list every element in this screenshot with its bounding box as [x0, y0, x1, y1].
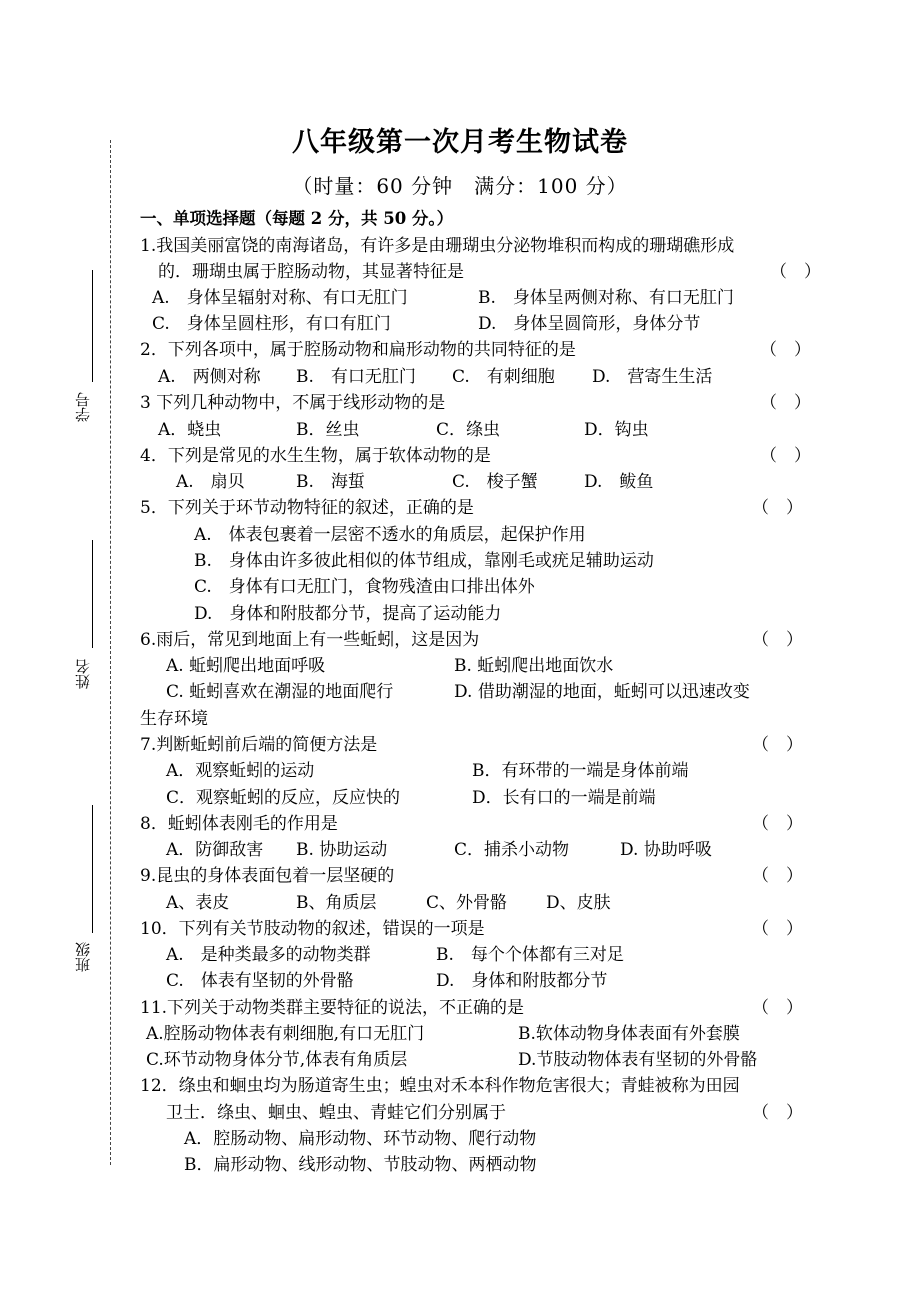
- question-5-stem: 5．下列关于环节动物特征的叙述，正确的是: [140, 498, 474, 518]
- question-1-options-row-2: [0, 311, 920, 337]
- question-8-option-b[interactable]: B. 协助运动: [296, 840, 388, 860]
- question-1-stem-row: [0, 233, 920, 259]
- question-5-option-d-row: [0, 601, 920, 627]
- question-6-options-row-2: [0, 679, 920, 705]
- question-3-answer-blank[interactable]: （ ）: [760, 393, 811, 413]
- question-9-option-c[interactable]: C、外骨骼: [426, 893, 508, 913]
- question-10-option-a[interactable]: A. 是种类最多的动物类群: [166, 945, 371, 965]
- question-3-option-a[interactable]: A．蛲虫: [158, 420, 222, 440]
- question-3-stem-row: [0, 390, 920, 416]
- question-11-option-b[interactable]: B.软体动物身体表面有外套膜: [518, 1024, 740, 1044]
- question-6-option-d-cont-row: [0, 706, 920, 732]
- question-1-option-b[interactable]: B. 身体呈两侧对称、有口无肛门: [478, 288, 734, 308]
- question-8-stem-row: [0, 811, 920, 837]
- question-1-answer-blank[interactable]: （ ）: [770, 262, 821, 282]
- question-11-stem-row: [0, 995, 920, 1021]
- question-4-options-row: [0, 469, 920, 495]
- question-4-option-c[interactable]: C. 梭子蟹: [452, 472, 538, 492]
- question-3-option-c[interactable]: C．绦虫: [436, 420, 501, 440]
- question-6-option-b[interactable]: B. 蚯蚓爬出地面饮水: [454, 656, 614, 676]
- student-name-label: 姓名: [74, 659, 92, 689]
- question-7-option-a[interactable]: A．观察蚯蚓的运动: [166, 761, 315, 781]
- question-6-options-row-1: [0, 653, 920, 679]
- question-4-stem-row: [0, 443, 920, 469]
- question-10-options-row-2: [0, 968, 920, 994]
- question-12-answer-blank[interactable]: （ ）: [752, 1103, 803, 1123]
- question-9-stem-row: [0, 863, 920, 889]
- student-id-label: 学号: [74, 392, 92, 422]
- question-8-option-d[interactable]: D. 协助呼吸: [620, 840, 712, 860]
- question-8-stem: 8．蚯蚓体表刚毛的作用是: [140, 814, 338, 834]
- question-5-option-b[interactable]: B. 身体由许多彼此相似的体节组成，靠刚毛或疣足辅助运动: [194, 551, 654, 571]
- question-1-options-row-1: [0, 285, 920, 311]
- question-11-options-row-2: [0, 1047, 920, 1073]
- question-9-options-row: [0, 890, 920, 916]
- question-11-answer-blank[interactable]: （ ）: [752, 998, 803, 1018]
- question-5-option-a[interactable]: A. 体表包裹着一层密不透水的角质层，起保护作用: [194, 525, 586, 545]
- question-9-stem: 9.昆虫的身体表面包着一层坚硬的: [140, 866, 395, 886]
- question-7-answer-blank[interactable]: （ ）: [752, 735, 803, 755]
- question-4-stem: 4．下列是常见的水生生物，属于软体动物的是: [140, 446, 491, 466]
- question-2-stem-row: [0, 337, 920, 363]
- question-12-stem-row: [0, 1073, 920, 1099]
- question-11-option-c[interactable]: C.环节动物身体分节,体表有角质层: [146, 1050, 408, 1070]
- question-7-option-b[interactable]: B．有环带的一端是身体前端: [472, 761, 689, 781]
- question-6-stem: 6.雨后，常见到地面上有一些蚯蚓，这是因为: [140, 630, 480, 650]
- question-7-stem-row: [0, 732, 920, 758]
- question-11-stem: 11.下列关于动物类群主要特征的说法，不正确的是: [140, 998, 525, 1018]
- question-12-option-b-row: [0, 1152, 920, 1178]
- question-1-stem: 1.我国美丽富饶的南海诸岛，有许多是由珊瑚虫分泌物堆积而构成的珊瑚礁形成: [140, 236, 735, 256]
- question-10-option-c[interactable]: C. 体表有坚韧的外骨骼: [166, 971, 354, 991]
- question-3-stem: 3 下列几种动物中，不属于线形动物的是: [140, 393, 446, 413]
- exam-title: 八年级第一次月考生物试卷: [292, 127, 628, 158]
- question-9-option-b[interactable]: B、角质层: [296, 893, 377, 913]
- question-7-options-row-2: [0, 785, 920, 811]
- question-5-option-d[interactable]: D. 身体和附肢都分节，提高了运动能力: [194, 604, 502, 624]
- question-10-option-d[interactable]: D. 身体和附肢都分节: [436, 971, 608, 991]
- question-3-option-b[interactable]: B．丝虫: [296, 420, 360, 440]
- question-4-option-a[interactable]: A. 扇贝: [176, 472, 245, 492]
- question-11-option-a[interactable]: A.腔肠动物体表有刺细胞,有口无肛门: [146, 1024, 425, 1044]
- question-6-stem-row: [0, 627, 920, 653]
- question-12-option-a-row: [0, 1126, 920, 1152]
- question-9-option-a[interactable]: A、表皮: [166, 893, 230, 913]
- section-heading-row: [0, 206, 920, 232]
- question-1-option-a[interactable]: A. 身体呈辐射对称、有口无肛门: [152, 288, 408, 308]
- question-5-stem-row: [0, 495, 920, 521]
- question-2-option-d[interactable]: D. 营寄生生活: [592, 367, 713, 387]
- question-12-stem: 12．绦虫和蛔虫均为肠道寄生虫；蝗虫对禾本科作物危害很大；青蛙被称为田园: [140, 1076, 740, 1096]
- question-2-answer-blank[interactable]: （ ）: [760, 340, 811, 360]
- question-6-option-c[interactable]: C. 蚯蚓喜欢在潮湿的地面爬行: [166, 682, 394, 702]
- question-5-answer-blank[interactable]: （ ）: [752, 498, 803, 518]
- question-9-answer-blank[interactable]: （ ）: [752, 866, 803, 886]
- question-5-option-c-row: [0, 574, 920, 600]
- question-6-answer-blank[interactable]: （ ）: [752, 630, 803, 650]
- question-8-option-c[interactable]: C．捕杀小动物: [454, 840, 570, 860]
- question-1-stem-row-2: [0, 259, 920, 285]
- question-5-option-c[interactable]: C. 身体有口无肛门，食物残渣由口排出体外: [194, 577, 535, 597]
- question-9-option-d[interactable]: D、皮肤: [546, 893, 611, 913]
- question-5-option-b-row: [0, 548, 920, 574]
- question-2-option-a[interactable]: A. 两侧对称: [158, 367, 261, 387]
- question-6-option-d[interactable]: D. 借助潮湿的地面，蚯蚓可以迅速改变: [454, 682, 750, 702]
- question-10-stem: 10．下列有关节肢动物的叙述，错误的一项是: [140, 919, 485, 939]
- question-10-options-row-1: [0, 942, 920, 968]
- section-heading: 一、单项选择题（每题 2 分，共 50 分。）: [140, 209, 454, 228]
- question-4-answer-blank[interactable]: （ ）: [760, 446, 811, 466]
- question-7-option-c[interactable]: C．观察蚯蚓的反应，反应快的: [166, 788, 401, 808]
- question-8-option-a[interactable]: A．防御敌害: [166, 840, 264, 860]
- question-2-option-b[interactable]: B. 有口无肛门: [296, 367, 416, 387]
- question-3-options-row: [0, 417, 920, 443]
- question-4-option-b[interactable]: B. 海蜇: [296, 472, 365, 492]
- question-12-option-b[interactable]: B．扁形动物、线形动物、节肢动物、两栖动物: [184, 1155, 537, 1175]
- question-6-option-a[interactable]: A. 蚯蚓爬出地面呼吸: [166, 656, 326, 676]
- question-1-option-c[interactable]: C. 身体呈圆柱形，有口有肛门: [152, 314, 391, 334]
- question-2-option-c[interactable]: C. 有刺细胞: [452, 367, 555, 387]
- question-1-stem-cont: 的．珊瑚虫属于腔肠动物，其显著特征是: [158, 262, 464, 282]
- question-7-options-row-1: [0, 758, 920, 784]
- question-12-option-a[interactable]: A．腔肠动物、扁形动物、环节动物、爬行动物: [184, 1129, 537, 1149]
- class-label: 班级: [74, 942, 92, 973]
- question-10-option-b[interactable]: B. 每个个体都有三对足: [436, 945, 624, 965]
- question-5-option-a-row: [0, 522, 920, 548]
- question-2-stem: 2．下列各项中，属于腔肠动物和扁形动物的共同特征的是: [140, 340, 576, 360]
- question-1-option-d[interactable]: D. 身体呈圆筒形，身体分节: [478, 314, 701, 334]
- question-4-option-d[interactable]: D. 鲅鱼: [584, 472, 654, 492]
- question-3-option-d[interactable]: D．钩虫: [584, 420, 649, 440]
- question-7-option-d[interactable]: D．长有口的一端是前端: [472, 788, 656, 808]
- question-12-stem-cont: 卫士．绦虫、蛔虫、蝗虫、青蛙它们分别属于: [166, 1103, 506, 1123]
- question-11-options-row-1: [0, 1021, 920, 1047]
- question-8-answer-blank[interactable]: （ ）: [752, 814, 803, 834]
- exam-subtitle: （时量：60 分钟 满分：100 分）: [292, 174, 628, 198]
- question-2-options-row: [0, 364, 920, 390]
- question-7-stem: 7.判断蚯蚓前后端的简便方法是: [140, 735, 378, 755]
- question-10-stem-row: [0, 916, 920, 942]
- question-12-stem-row-2: [0, 1100, 920, 1126]
- question-6-option-d-cont: 生存环境: [140, 709, 208, 729]
- question-11-option-d[interactable]: D.节肢动物体表有坚韧的外骨骼: [518, 1050, 758, 1070]
- question-10-answer-blank[interactable]: （ ）: [752, 919, 803, 939]
- question-8-options-row: [0, 837, 920, 863]
